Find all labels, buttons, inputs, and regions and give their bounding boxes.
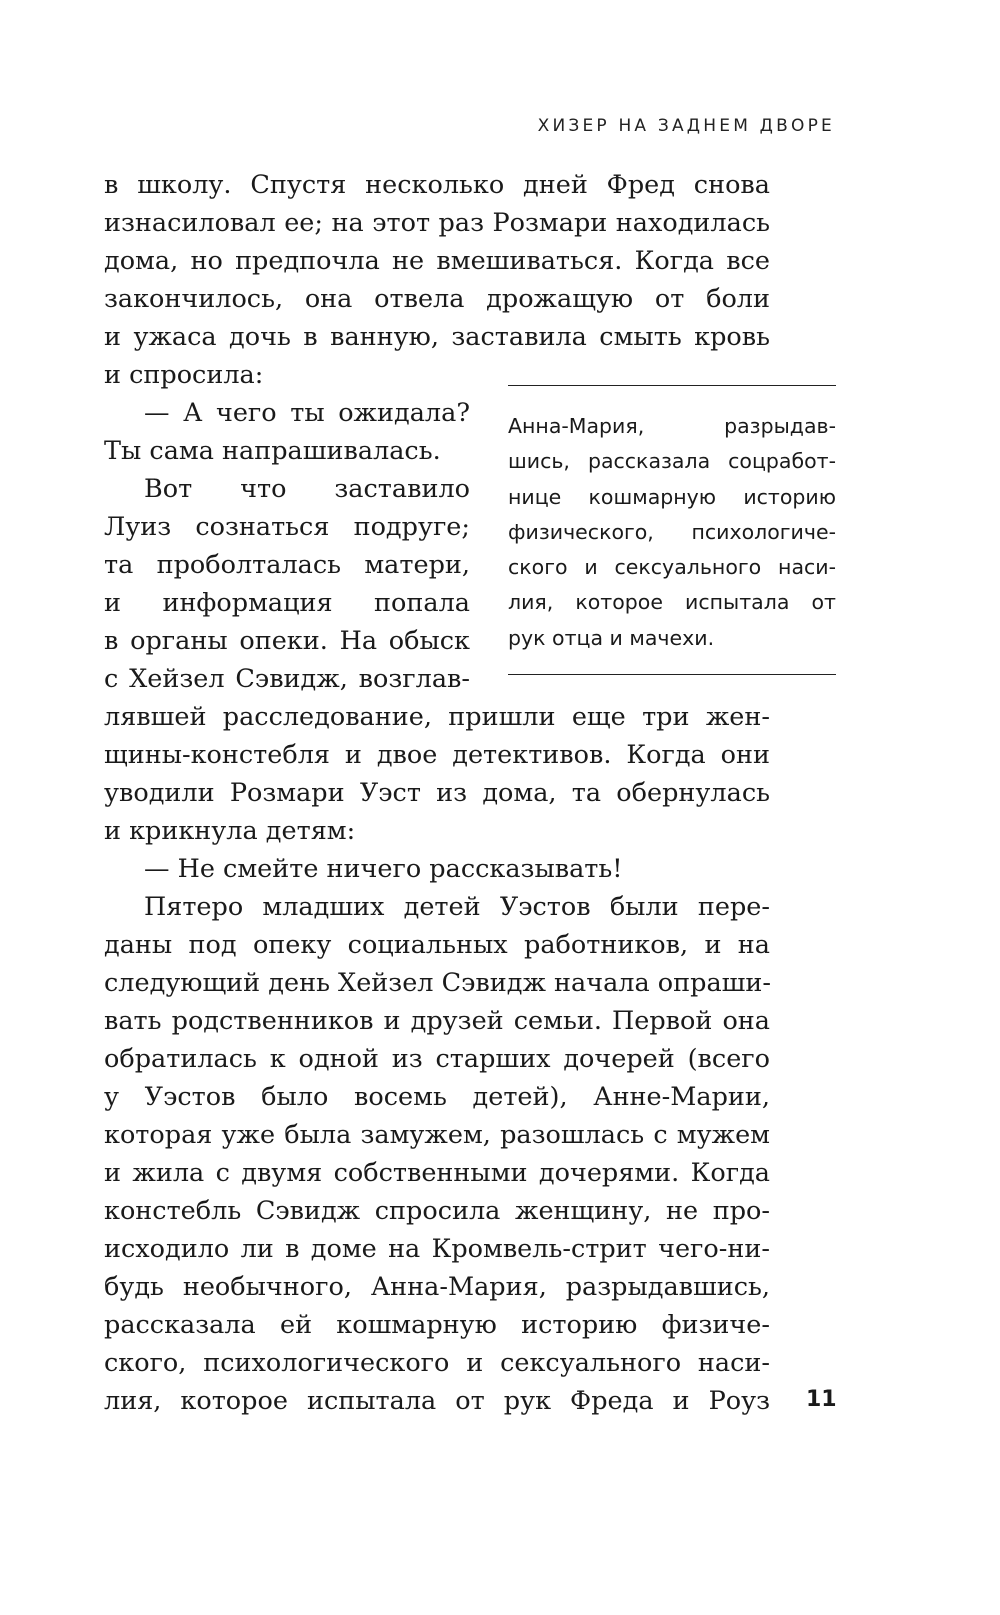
text-line: и ужаса дочь в ванную, заставила смыть кровь [104,322,770,352]
page-number: 11 [806,1387,837,1412]
pull-quote-line: лия, которое испытала от [508,590,836,615]
pull-quote-line: нице кошмарную историю [508,484,836,509]
text-line: исходило ли в доме на Кромвель-стрит чего-ни- [104,1234,770,1264]
text-line: уводили Розмари Уэст из дома, та обернулась [104,778,770,808]
pull-quote-line: Анна-Мария, разрыдав- [508,414,836,438]
text-line: закончилось, она отвела дрожащую от боли [104,284,770,314]
text-line: лявшей расследование, пришли еще три жен- [104,702,770,732]
text-line: с Хейзел Сэвидж, возглав- [104,664,470,694]
text-line: Луиз сознаться подруге; [104,512,470,542]
pull-quote-line: ского и сексуального наси- [508,555,836,580]
pull-quote-line: физического, психологиче- [508,519,836,544]
text-line: которая уже была замужем, разошлась с мужем [104,1120,770,1150]
text-line: — Не смейте ничего рассказывать! [144,854,623,884]
text-line: даны под опеку социальных работников, и на [104,930,770,960]
text-line: и крикнула детям: [104,816,356,846]
text-line: констебль Сэвидж спросила женщину, не про- [104,1196,770,1226]
text-line: изнасиловал ее; на этот раз Розмари находилась [104,208,770,238]
text-line: вать родственников и друзей семьи. Первой она [104,1006,770,1036]
pull-quote [508,385,836,675]
text-line: следующий день Хейзел Сэвидж начала опраши- [104,968,771,998]
text-line: у Уэстов было восемь детей), Анне-Марии, [104,1082,770,1112]
text-line: рассказала ей кошмарную историю физиче- [104,1310,770,1340]
text-line: лия, которое испытала от рук Фреда и Роуз [104,1386,770,1416]
text-line: Ты сама напрашивалась. [104,436,441,466]
running-header: ХИЗЕР НА ЗАДНЕМ ДВОРЕ [537,116,835,136]
text-line: — А чего ты ожидала? [144,398,470,428]
text-line: Вот что заставило [144,474,470,504]
text-line: будь необычного, Анна-Мария, разрыдавшись, [104,1272,770,1302]
text-line: и жила с двумя собственными дочерями. Когда [104,1158,770,1188]
text-line: ского, психологического и сексуального наси- [104,1348,770,1378]
text-line: та проболталась матери, [104,550,470,580]
text-line: обратилась к одной из старших дочерей (всего [104,1044,770,1074]
pull-quote-line: шись, рассказала соцработ- [508,449,836,474]
text-line: и спросила: [104,360,264,390]
text-line: Пятеро младших детей Уэстов были пере- [144,892,770,922]
pull-quote-line: рук отца и мачехи. [508,625,715,650]
text-line: дома, но предпочла не вмешиваться. Когда все [104,246,770,276]
text-line: и информация попала [104,588,470,618]
text-line: в школу. Спустя несколько дней Фред снова [104,170,770,200]
body-text [104,166,770,1420]
text-line: в органы опеки. На обыск [104,626,470,656]
text-line: щины-констебля и двое детективов. Когда они [104,740,770,770]
